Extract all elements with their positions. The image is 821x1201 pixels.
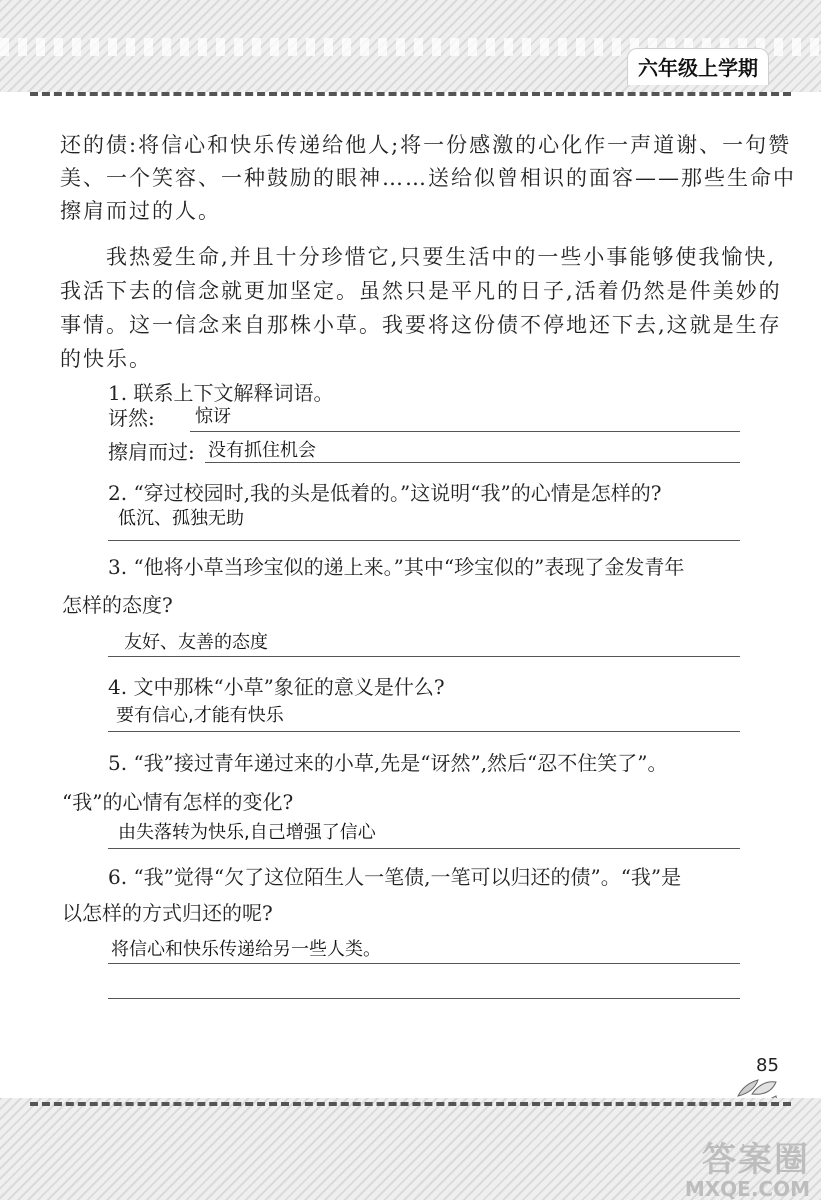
watermark bbox=[640, 1142, 810, 1200]
question-6-prompt-line2: 以怎样的方式归还的呢? bbox=[62, 901, 273, 925]
question-1-word2-label: 擦肩而过: bbox=[108, 440, 195, 464]
answer-line bbox=[190, 431, 740, 432]
question-5-prompt-line2: “我”的心情有怎样的变化? bbox=[62, 790, 294, 814]
watermark-title: 答案圈 bbox=[702, 1140, 810, 1180]
question-5-answer[interactable]: 由失落转为快乐,自己增强了信心 bbox=[118, 822, 376, 843]
question-6-prompt-line1: 6. “我”觉得“欠了这位陌生人一笔债,一笔可以归还的债”。“我”是 bbox=[108, 865, 682, 889]
watermark-domain: MXQE.COM bbox=[684, 1177, 810, 1201]
passage-line: 的快乐。 bbox=[60, 347, 152, 371]
question-1-word1-label: 讶然: bbox=[108, 406, 155, 430]
header-divider bbox=[30, 92, 791, 96]
page-number: 85 bbox=[756, 1055, 779, 1076]
question-3-prompt-line1: 3. “他将小草当珍宝似的递上来。”其中“珍宝似的”表现了金发青年 bbox=[108, 555, 685, 579]
grade-label: 六年级上学期 bbox=[627, 48, 769, 85]
passage-line: 擦肩而过的人。 bbox=[60, 199, 221, 223]
passage-line: 还的债:将信心和快乐传递给他人;将一份感激的心化作一声道谢、一句赞 bbox=[60, 133, 792, 157]
question-6-answer[interactable]: 将信心和快乐传递给另一些人类。 bbox=[111, 939, 381, 960]
answer-line bbox=[108, 656, 740, 657]
question-2-answer[interactable]: 低沉、孤独无助 bbox=[118, 508, 244, 529]
passage-line: 我热爱生命,并且十分珍惜它,只要生活中的一些小事能够使我愉快, bbox=[60, 245, 777, 269]
question-3-prompt-line2: 怎样的态度? bbox=[62, 593, 173, 617]
answer-line-blank bbox=[108, 998, 740, 999]
question-5-prompt-line1: 5. “我”接过青年递过来的小草,先是“讶然”,然后“忍不住笑了”。 bbox=[108, 751, 668, 775]
question-1-prompt: 1. 联系上下文解释词语。 bbox=[108, 381, 334, 405]
question-3-answer[interactable]: 友好、友善的态度 bbox=[124, 632, 268, 653]
passage-line: 美、一个笑容、一种鼓励的眼神……送给似曾相识的面容——那些生命中 bbox=[60, 166, 796, 190]
footer-divider bbox=[30, 1102, 791, 1106]
question-2-prompt: 2. “穿过校园时,我的头是低着的。”这说明“我”的心情是怎样的? bbox=[108, 481, 662, 505]
answer-line bbox=[205, 462, 740, 463]
answer-line bbox=[108, 963, 740, 964]
question-4-answer[interactable]: 要有信心,才能有快乐 bbox=[116, 705, 284, 726]
answer-line bbox=[108, 848, 740, 849]
question-1-word1-answer[interactable]: 惊讶 bbox=[195, 406, 231, 427]
passage-line: 事情。这一信念来自那株小草。我要将这份债不停地还下去,这就是生存 bbox=[60, 313, 782, 337]
answer-line bbox=[108, 731, 740, 732]
passage-line: 我活下去的信念就更加坚定。虽然只是平凡的日子,活着仍然是件美妙的 bbox=[60, 279, 782, 303]
question-1-word2-answer[interactable]: 没有抓住机会 bbox=[208, 440, 316, 461]
answer-line bbox=[108, 540, 740, 541]
question-4-prompt: 4. 文中那株“小草”象征的意义是什么? bbox=[108, 675, 445, 699]
